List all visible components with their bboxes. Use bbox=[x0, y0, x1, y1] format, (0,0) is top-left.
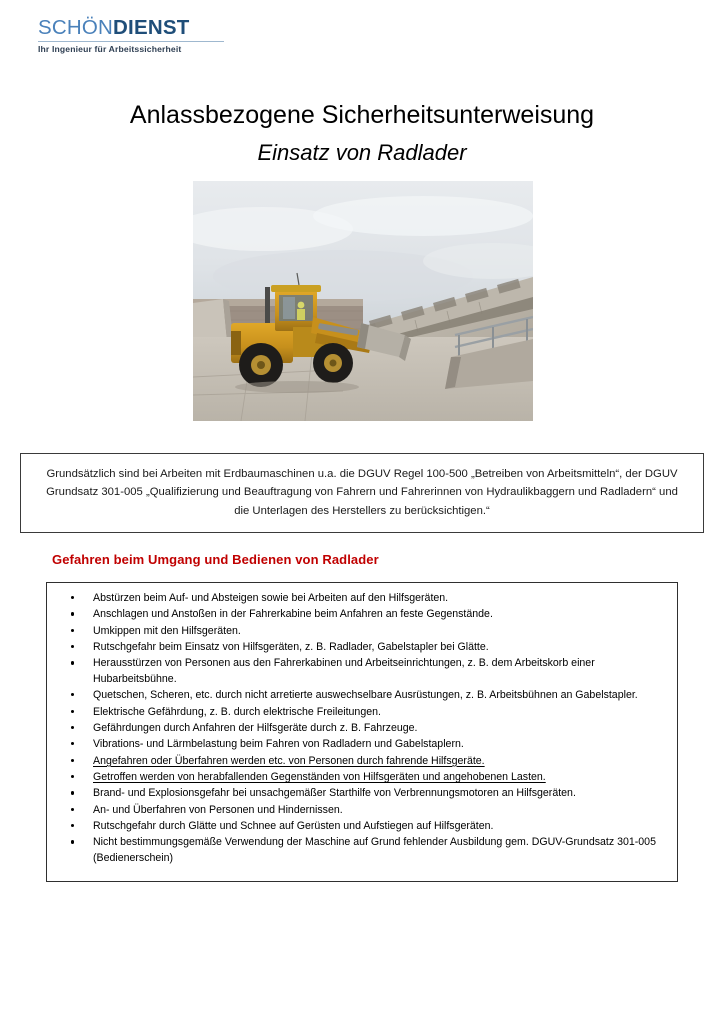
logo-divider bbox=[38, 41, 224, 42]
hazard-list-item bbox=[47, 607, 667, 622]
bullet-dot-icon bbox=[71, 775, 74, 778]
hazard-list-item bbox=[47, 591, 667, 606]
hazard-list-item bbox=[47, 640, 667, 655]
hazards-list bbox=[47, 591, 667, 866]
bullet-dot-icon bbox=[71, 791, 74, 794]
hazard-list-item-label: Herausstürzen von Personen aus den Fahrerkabinen und Arbeitseinrichtungen, z. B. dem Arbeitskorb einer Hubarbeitsbühne. bbox=[93, 657, 595, 685]
regulations-info-text: Grundsätzlich sind bei Arbeiten mit Erdbaumaschinen u.a. die DGUV Regel 100-500 „Betreiben von Arbeitsmitteln“, der DGUV Grundsatz 301-005 „Qualifizierung und Beauftragung von Fahrern und Fahrerinnen von Hydraulikbaggern und Radladern“ und die Unterlagen des Herstellers zu berücksichtigen.“ bbox=[46, 468, 678, 517]
logo-word-schoen: SCHÖN bbox=[38, 16, 114, 39]
hazard-list-item bbox=[47, 786, 667, 801]
logo-tagline: Ihr Ingenieur für Arbeitssicherheit bbox=[38, 43, 182, 54]
hazard-list-item-label: Rutschgefahr durch Glätte und Schnee auf Gerüsten und Aufstiegen auf Hilfsgeräten. bbox=[93, 820, 494, 833]
hazard-list-item bbox=[47, 770, 667, 785]
hazard-list-item bbox=[47, 624, 667, 639]
hazard-list-item-label: Elektrische Gefährdung, z. B. durch elektrische Freileitungen. bbox=[93, 705, 381, 718]
hazards-section-heading: Gefahren beim Umgang und Bedienen von Radlader bbox=[52, 552, 379, 567]
hazard-list-item bbox=[47, 737, 667, 752]
hazard-list-item-label: Umkippen mit den Hilfsgeräten. bbox=[93, 624, 241, 637]
bullet-dot-icon bbox=[71, 710, 74, 713]
bullet-dot-icon bbox=[71, 596, 74, 599]
logo-wordmark bbox=[38, 18, 224, 39]
hazard-list-item bbox=[47, 656, 667, 687]
hazard-list-item-label: Abstürzen beim Auf- und Absteigen sowie bei Arbeiten auf den Hilfsgeräten. bbox=[93, 592, 449, 604]
hazard-list-item-label: Getroffen werden von herabfallenden Gegenständen von Hilfsgeräten und angehobenen Lasten. bbox=[93, 770, 546, 783]
hazard-list-item-label: Vibrations- und Lärmbelastung beim Fahren von Radladern und Gabelstaplern. bbox=[93, 738, 464, 751]
hazard-list-item-label: Gefährdungen durch Anfahren der Hilfsgeräte durch z. B. Fahrzeuge. bbox=[93, 721, 418, 734]
hazard-list-item-label: Brand- und Explosionsgefahr bei unsachgemäßer Starthilfe von Verbrennungsmotoren an Hilfsgeräten. bbox=[93, 787, 576, 800]
hazard-list-item bbox=[47, 754, 667, 769]
hazard-list-item-label: Anschlagen und Anstoßen in der Fahrerkabine beim Anfahren an feste Gegenstände. bbox=[93, 608, 493, 621]
page-title: Anlassbezogene Sicherheitsunterweisung bbox=[129, 101, 595, 129]
hazard-list-item-label: Nicht bestimmungsgemäße Verwendung der Maschine auf Grund fehlender Ausbildung gem. DGUV-Grundsatz 301-005 (Bedienerschein) bbox=[93, 836, 656, 864]
bullet-dot-icon bbox=[71, 808, 74, 811]
bullet-dot-icon bbox=[71, 840, 74, 843]
hazard-list-item-label: Rutschgefahr beim Einsatz von Hilfsgeräten, z. B. Radlader, Gabelstapler bei Glätte. bbox=[93, 641, 489, 654]
bullet-dot-icon bbox=[71, 693, 74, 696]
company-logo bbox=[38, 18, 224, 54]
bullet-dot-icon bbox=[71, 629, 74, 632]
hazard-list-item-label: Quetschen, Scheren, etc. durch nicht arretierte auswechselbare Ausrüstungen, z. B. Arbeitsbühnen an Gabelstapler. bbox=[93, 689, 638, 702]
bullet-dot-icon bbox=[71, 612, 74, 615]
wheel-loader-photo bbox=[193, 181, 533, 421]
hazard-list-item bbox=[47, 819, 667, 834]
hazard-list-item bbox=[47, 688, 667, 703]
hazard-list-item bbox=[47, 705, 667, 720]
bullet-dot-icon bbox=[71, 661, 74, 664]
hazard-list-item bbox=[47, 721, 667, 736]
page-subtitle: Einsatz von Radlader bbox=[257, 140, 467, 165]
hazards-list-box bbox=[46, 582, 678, 882]
hazard-list-item bbox=[47, 835, 667, 866]
bullet-dot-icon bbox=[71, 759, 74, 762]
bullet-dot-icon bbox=[71, 824, 74, 827]
bullet-dot-icon bbox=[71, 726, 74, 729]
regulations-info-box bbox=[20, 453, 704, 533]
hazard-list-item bbox=[47, 803, 667, 818]
bullet-dot-icon bbox=[71, 742, 74, 745]
hazard-list-item-label: Angefahren oder Überfahren werden etc. von Personen durch fahrende Hilfsgeräte. bbox=[93, 754, 485, 767]
bullet-dot-icon bbox=[71, 645, 74, 648]
logo-word-dienst: DIENST bbox=[113, 16, 190, 39]
hazard-list-item-label: An- und Überfahren von Personen und Hindernissen. bbox=[93, 803, 343, 816]
